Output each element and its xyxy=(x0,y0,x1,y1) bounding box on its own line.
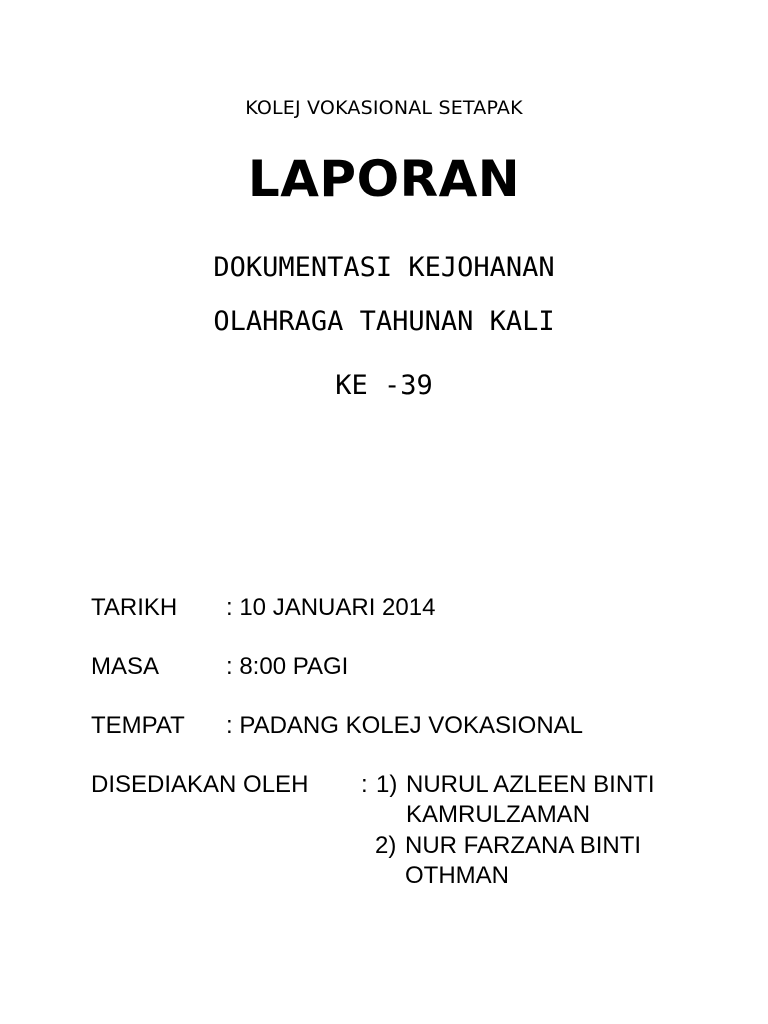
report-title: LAPORAN xyxy=(247,150,521,208)
masa-label: MASA xyxy=(91,653,160,680)
school-name: KOLEJ VOKASIONAL SETAPAK xyxy=(245,97,523,119)
subtitle-line-3: KE -39 xyxy=(335,370,433,401)
subtitle-line-2: OLAHRAGA TAHUNAN KALI xyxy=(213,306,555,337)
author-1-name-line-2: KAMRULZAMAN xyxy=(406,801,591,828)
tarikh-label: TARIKH xyxy=(91,594,178,621)
tarikh-value: : 10 JANUARI 2014 xyxy=(226,594,436,621)
author-2-name-line-2: OTHMAN xyxy=(405,862,509,889)
disediakan-oleh-colon: : xyxy=(361,771,368,798)
author-1-number: 1) xyxy=(376,771,398,798)
author-2-name-line-1: NUR FARZANA BINTI xyxy=(405,832,642,859)
tempat-label: TEMPAT xyxy=(91,712,185,739)
author-2-number: 2) xyxy=(375,832,397,859)
masa-value: : 8:00 PAGI xyxy=(226,653,349,680)
tempat-value: : PADANG KOLEJ VOKASIONAL xyxy=(226,712,583,739)
subtitle-line-1: DOKUMENTASI KEJOHANAN xyxy=(213,252,555,283)
author-1-name-line-1: NURUL AZLEEN BINTI xyxy=(406,771,655,798)
disediakan-oleh-label: DISEDIAKAN OLEH xyxy=(91,771,309,798)
